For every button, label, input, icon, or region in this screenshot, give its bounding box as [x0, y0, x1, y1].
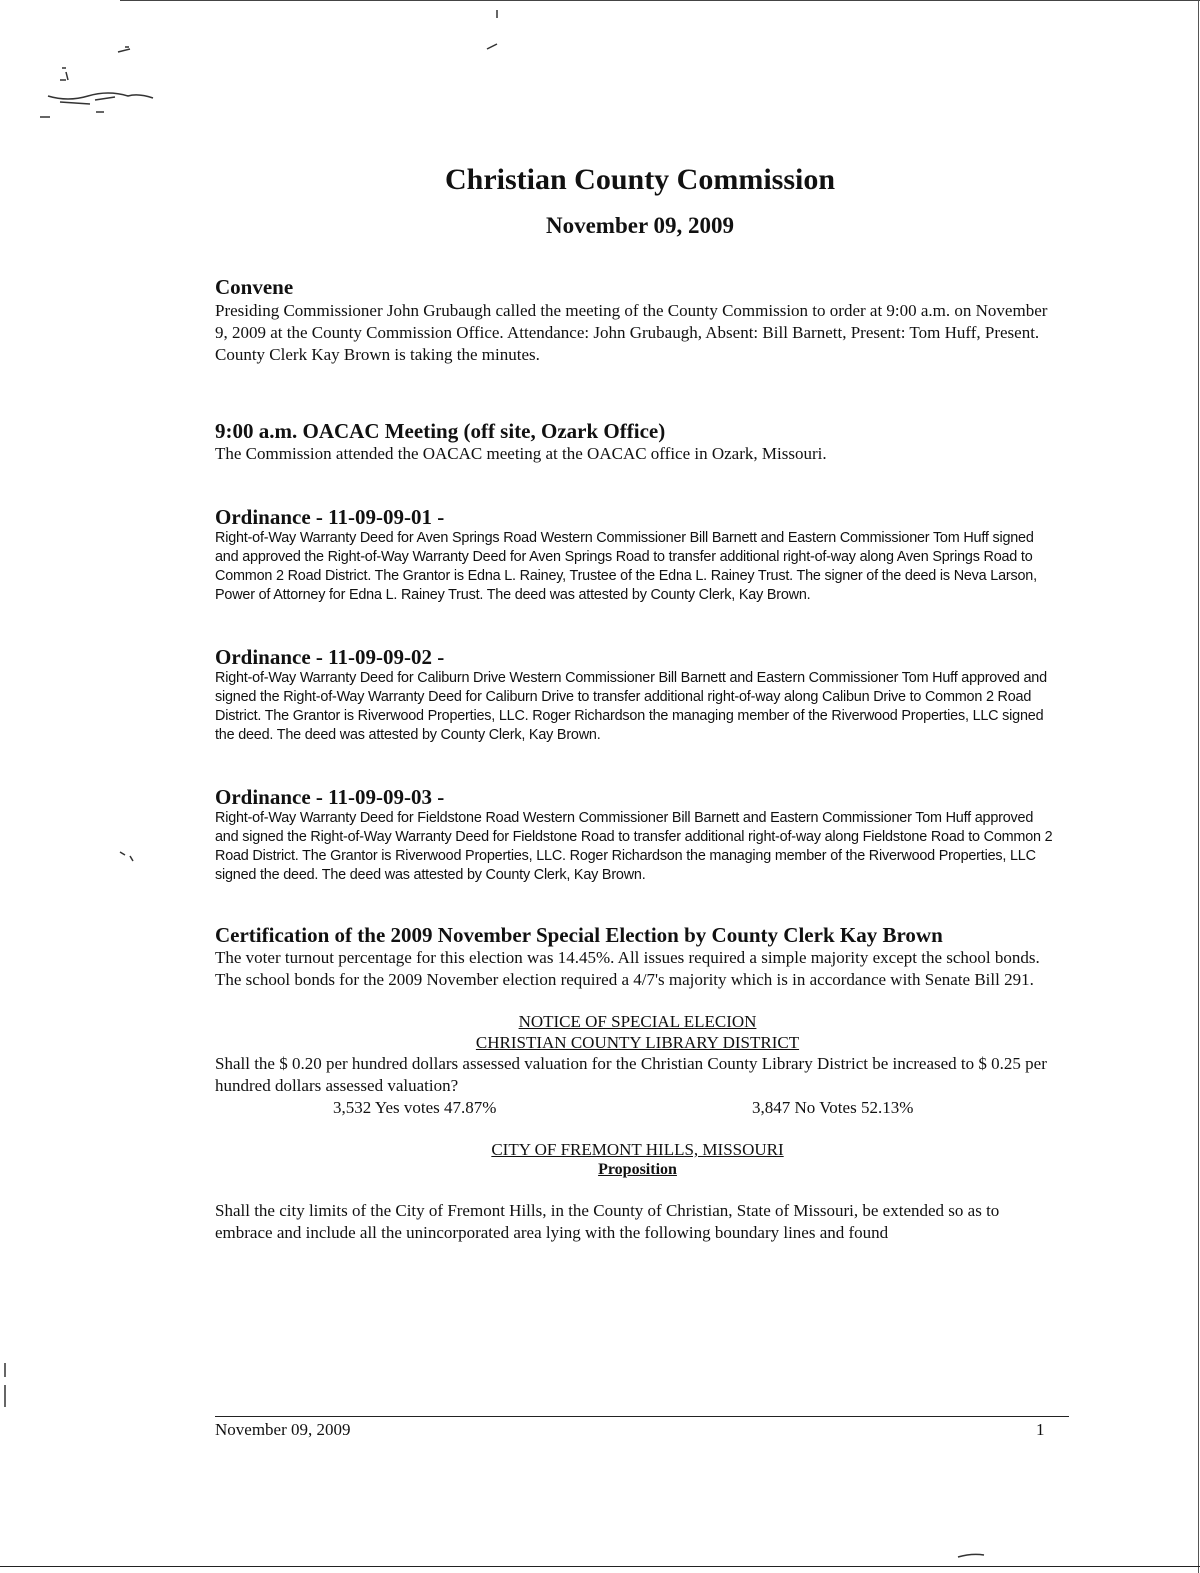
section-body: Right-of-Way Warranty Deed for Aven Springs Road Western Commissioner Bill Barnett and Eastern Commissioner Tom Huff signed and approved the Right-of-Way Warranty Deed for Aven Springs Road to transfer additional right-of-way along Aven Springs Road to Common 2 Road District. The Grantor is Edna L. Rainey, Trustee of the Edna L. Rainey Trust. The signer of the deed is Neva Larson, Power of Attorney for Edna L. Rainey Trust. The deed was attested by County Clerk, Kay Brown.	[215, 530, 1037, 603]
document-title: Christian County Commission	[444, 163, 836, 196]
section-convene	[215, 275, 1060, 366]
section-heading: Ordinance - 11-09-09-03 -	[215, 785, 445, 809]
section-heading: Convene	[215, 275, 294, 299]
yes-votes: 3,532 Yes votes 47.87%	[333, 1098, 497, 1117]
section-body: The voter turnout percentage for this election was 14.45%. All issues required a simple majority except the school bonds. The school bonds for the 2009 November election required a 4/7's majority which is in accordance with Senate Bill 291.	[215, 948, 1040, 989]
section-certification	[215, 923, 1060, 991]
footer-date: November 09, 2009	[215, 1420, 351, 1439]
section-oacac	[215, 419, 1060, 465]
section-ordinance-1	[215, 505, 1060, 605]
proposition-label: Proposition	[598, 1161, 677, 1178]
page-number: 1	[1036, 1420, 1045, 1439]
fremont-city-heading: CITY OF FREMONT HILLS, MISSOURI	[491, 1140, 784, 1159]
section-ordinance-3	[215, 785, 1060, 885]
vote-results	[215, 1097, 1060, 1119]
section-body: Right-of-Way Warranty Deed for Fieldstone Road Western Commissioner Bill Barnett and Eastern Commissioner Tom Huff approved and signed the Right-of-Way Warranty Deed for Fieldstone Road to transfer additional right-of-way along Fieldstone Road to Common 2 Road District. The Grantor is Riverwood Properties, LLC. Roger Richardson the managing member of the Riverwood Properties, LLC signed the deed. The deed was attested by County Clerk, Kay Brown.	[215, 810, 1053, 883]
footer-divider	[215, 1416, 1069, 1417]
no-votes: 3,847 No Votes 52.13%	[752, 1098, 914, 1117]
section-heading: 9:00 a.m. OACAC Meeting (off site, Ozark Office)	[215, 419, 666, 443]
section-heading: Ordinance - 11-09-09-01 -	[215, 505, 445, 529]
meeting-date: November 09, 2009	[545, 213, 735, 238]
fremont-question: Shall the city limits of the City of Fremont Hills, in the County of Christian, State of Missouri, be extended so as to embrace and include all the unincorporated area lying with the following boundary lines and found	[215, 1201, 1000, 1242]
section-ordinance-2	[215, 645, 1060, 745]
library-question: Shall the $ 0.20 per hundred dollars assessed valuation for the Christian County Library District be increased to $ 0.25 per hundred dollars assessed valuation?	[215, 1054, 1047, 1095]
section-heading: Ordinance - 11-09-09-02 -	[215, 645, 445, 669]
section-body: The Commission attended the OACAC meeting at the OACAC office in Ozark, Missouri.	[215, 444, 827, 463]
library-election	[215, 1011, 1060, 1119]
library-district-heading: CHRISTIAN COUNTY LIBRARY DISTRICT	[475, 1033, 800, 1052]
fremont-proposition	[215, 1139, 1060, 1244]
election-notice-heading: NOTICE OF SPECIAL ELECION	[518, 1012, 757, 1031]
section-heading: Certification of the 2009 November Special Election by County Clerk Kay Brown	[215, 923, 943, 947]
section-body: Presiding Commissioner John Grubaugh called the meeting of the County Commission to order at 9:00 a.m. on November 9, 2009 at the County Commission Office. Attendance: John Grubaugh, Absent: Bill Barnett, Present: Tom Huff, Present. County Clerk Kay Brown is taking the minutes.	[215, 301, 1048, 364]
section-body: Right-of-Way Warranty Deed for Caliburn Drive Western Commissioner Bill Barnett and Eastern Commissioner Tom Huff approved and signed the Right-of-Way Warranty Deed for Caliburn Drive to transfer additional right-of-way along Calibun Drive to Common 2 Road District. The Grantor is Riverwood Properties, LLC. Roger Richardson the managing member of the Riverwood Properties, LLC signed the deed. The deed was attested by County Clerk, Kay Brown.	[215, 670, 1047, 743]
